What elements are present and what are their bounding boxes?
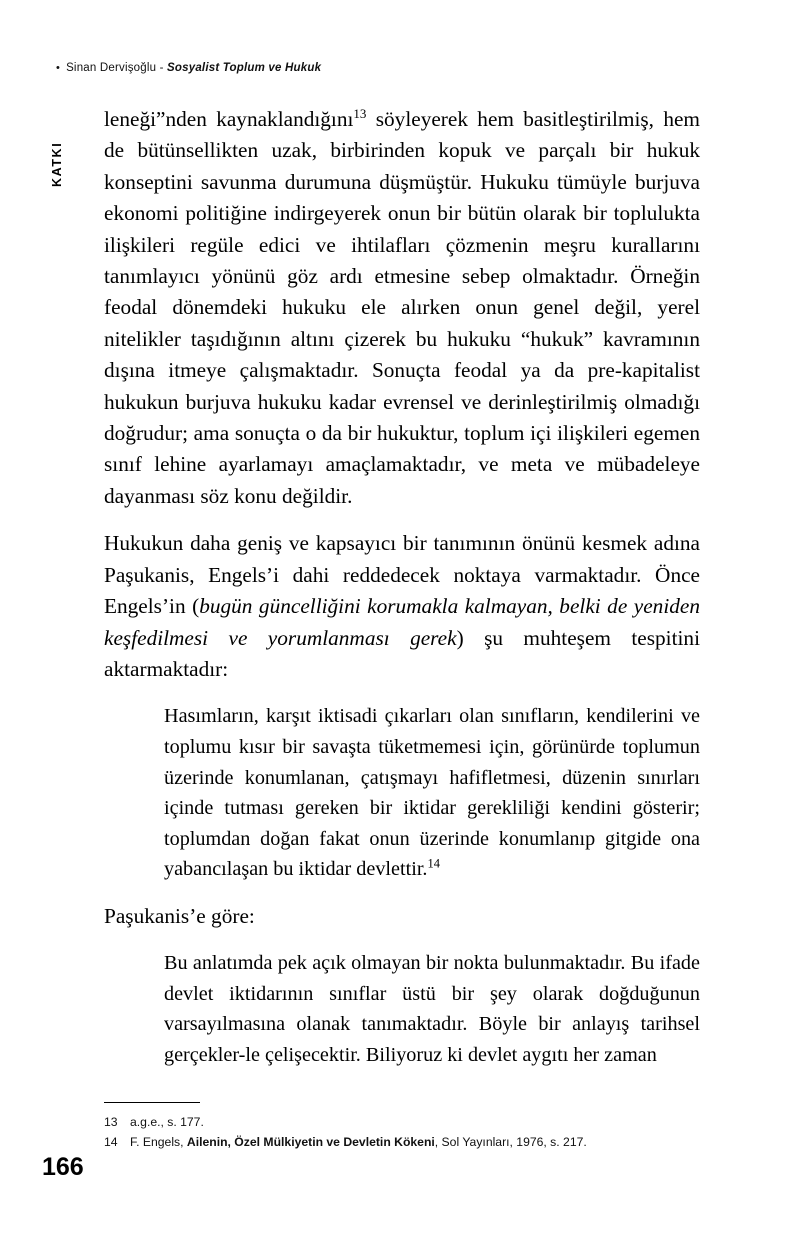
footnote-separator-rule <box>104 1102 200 1103</box>
page-number: 166 <box>42 1153 84 1181</box>
paragraph-3 <box>104 901 700 932</box>
section-side-tag <box>46 105 68 195</box>
footnote-text <box>130 1112 204 1132</box>
bullet-icon: • <box>56 62 61 74</box>
footnotes <box>104 1112 704 1152</box>
paragraph-2 <box>104 528 700 685</box>
footnote-item <box>104 1112 704 1132</box>
block-quote-2-text: Bu anlatımda pek açık olmayan bir nokta bulunmaktadır. Bu ifade devlet iktidarının sınıflar üstü bir şey olarak doğduğunun varsayılmasına olanak tanımaktadır. Böyle bir anlayış tarihsel gerçekler-le çelişecektir. Biliyoruz ki devlet aygıtı her zaman <box>164 952 700 1067</box>
paragraph-2-text-a: Hukukun daha geniş ve kapsayıcı bir tanımının önünü kesmek adına Paşukanis, Engels’i dahi reddedecek noktaya varmaktadır. Önce Engels’in ( <box>104 531 700 619</box>
paragraph-1-text-b: söyleyerek hem basitleştirilmiş, hem de bütünsellikten uzak, birbirinden kopuk ve parçalı bir hukuk konseptini savunma durumuna düşmüştür. Hukuku tümüyle burjuva ekonomi politiğine indirgeyerek onun bir bütün olarak bir toplulukta ilişkileri regüle edici ve ihtilafları çözmenin meşru kurallarını tanımlayıcı yönünü göz ardı etmesine sebep olmaktadır. Örneğin feodal dönemdeki hukuku ele alırken onun genel değil, yerel nitelikler taşıdığının altını çizerek bu hukuku “hukuk” kavramının dışına itmeye çalışmaktadır. Sonuçta feodal ya da pre-kapitalist hukukun burjuva hukuku kadar evrensel ve derinleştirilmiş olmadığı doğrudur; ama sonuçta o da bir hukuktur, toplum içi ilişkileri egemen sınıf lehine ayarlamayı amaçlamaktadır, ve meta ve mübadeleye dayanması söz konu değildir. <box>104 107 700 508</box>
paragraph-2-text-b: ) şu muhteşem tespitini aktarmaktadır: <box>104 625 700 681</box>
footnote-text-post: , Sol Yayınları, 1976, s. 217. <box>434 1135 587 1149</box>
footnote-item <box>104 1132 704 1152</box>
running-head <box>56 62 716 74</box>
paragraph-3-text: Paşukanis’e göre: <box>104 903 255 928</box>
block-quote-1-text: Hasımların, karşıt iktisadi çıkarları olan sınıfların, kendilerini ve toplumu kısır bir savaşta tüketmemesi için, görünürde toplumun üzerinde konumlanan, çatışmayı hafifletmesi, düzenin sınırları içinde tutması gereken bir iktidar gerekliliği kendini gösterir; toplumdan doğan fakat onun üzerinde konumlanıp gitgide ona yabancılaşan bu iktidar devlettir. <box>164 705 700 881</box>
paragraph-2-emphasis: bugün güncelliğini korumakla kalmayan, belki de yeniden keşfedilmesi ve yorumlanması gerek <box>104 594 700 650</box>
footnote-text-pre: F. Engels, <box>130 1135 187 1149</box>
footnote-number: 13 <box>104 1115 118 1129</box>
footnote-text-title: Ailenin, Özel Mülkiyetin ve Devletin Kökeni <box>186 1135 435 1149</box>
footnote-ref-14[interactable]: 14 <box>427 856 440 871</box>
paragraph-1 <box>104 104 700 512</box>
footnote-number: 14 <box>104 1135 118 1149</box>
paragraph-1-text-a: leneği”nden kaynaklandığını <box>104 107 354 131</box>
running-head-author: Sinan Dervişoğlu <box>66 62 157 75</box>
footnote-text <box>130 1132 587 1152</box>
section-side-tag-label: KATKI <box>50 141 64 187</box>
body-column <box>104 104 700 1071</box>
block-quote-1 <box>104 701 700 885</box>
running-head-separator: - <box>159 62 164 75</box>
footnote-text-plain: a.g.e., s. 177. <box>130 1115 204 1129</box>
footnote-ref-13[interactable]: 13 <box>353 105 367 121</box>
running-head-title: Sosyalist Toplum ve Hukuk <box>167 62 322 75</box>
block-quote-2 <box>104 948 700 1070</box>
